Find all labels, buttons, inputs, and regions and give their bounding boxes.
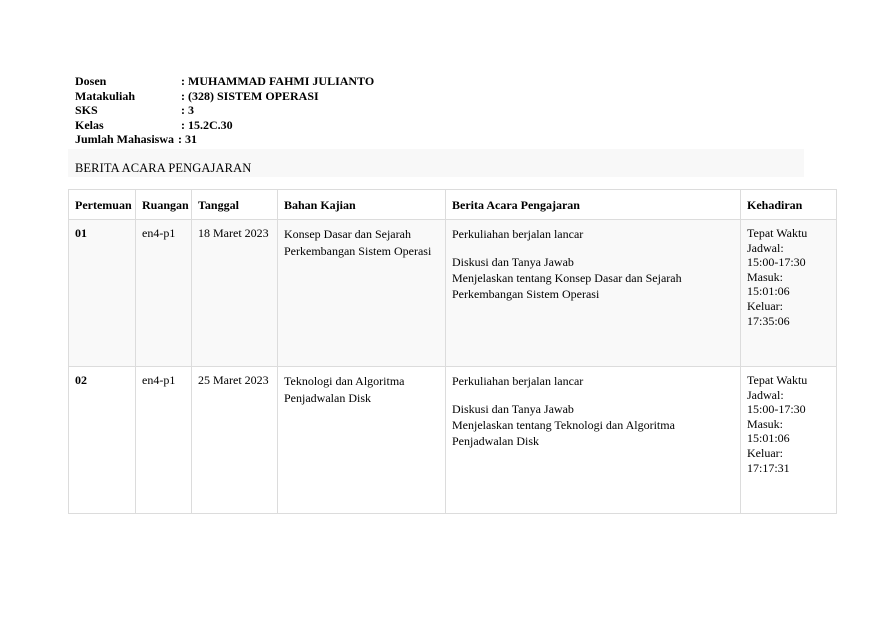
cell-berita-acara [446, 220, 741, 367]
bahan-kajian-line: Konsep Dasar dan Sejarah [284, 227, 411, 241]
cell-pertemuan [69, 220, 136, 367]
info-row-matakuliah [75, 89, 374, 104]
info-value: : 31 [178, 132, 198, 147]
kehadiran-line: Keluar: [747, 445, 783, 460]
bahan-kajian-line: Penjadwalan Disk [284, 391, 371, 405]
course-info [75, 74, 374, 147]
berita-acara-line: Penjadwalan Disk [452, 433, 539, 448]
table-row [69, 367, 837, 514]
kehadiran-line: Tepat Waktu [747, 226, 808, 240]
column-header-tanggal: Tanggal [192, 190, 278, 220]
kehadiran-line: Jadwal: [747, 240, 784, 255]
kehadiran-line: 15:01:06 [747, 284, 790, 299]
cell-bahan-kajian [278, 220, 446, 367]
kehadiran-line: 15:01:06 [747, 431, 790, 446]
info-value: : (328) SISTEM OPERASI [181, 88, 319, 103]
info-row-dosen [75, 74, 374, 89]
column-header-berita-acara: Berita Acara Pengajaran [446, 190, 741, 220]
info-label: Kelas [75, 117, 104, 132]
pertemuan-number: 02 [75, 373, 87, 387]
cell-bahan-kajian [278, 367, 446, 514]
info-label: Dosen [75, 74, 107, 88]
berita-acara-line: Menjelaskan tentang Konsep Dasar dan Sejarah [452, 270, 682, 285]
cell-tanggal: 18 Maret 2023 [192, 220, 278, 367]
cell-pertemuan [69, 367, 136, 514]
kehadiran-line: Masuk: [747, 416, 783, 431]
column-header-ruangan: Ruangan [136, 190, 192, 220]
cell-kehadiran [741, 367, 837, 514]
kehadiran-line: Keluar: [747, 298, 783, 313]
berita-acara-line: Diskusi dan Tanya Jawab [452, 255, 574, 269]
info-value: : MUHAMMAD FAHMI JULIANTO [181, 74, 375, 88]
column-header-kehadiran: Kehadiran [741, 190, 837, 220]
info-label: Matakuliah [75, 88, 136, 103]
berita-acara-line: Menjelaskan tentang Teknologi dan Algoritma [452, 417, 675, 432]
info-label: Jumlah Mahasiswa [75, 132, 175, 147]
info-row-sks [75, 103, 374, 118]
berita-acara-table [68, 189, 837, 514]
info-row-kelas [75, 118, 374, 133]
kehadiran-line: Tepat Waktu [747, 373, 808, 387]
berita-acara-line: Perkembangan Sistem Operasi [452, 286, 600, 301]
info-label: SKS [75, 103, 98, 118]
kehadiran-line: 17:17:31 [747, 460, 790, 475]
kehadiran-line: 15:00-17:30 [747, 402, 806, 417]
info-value: : 15.2C.30 [181, 117, 233, 132]
cell-ruangan: en4-p1 [136, 367, 192, 514]
cell-tanggal: 25 Maret 2023 [192, 367, 278, 514]
section-title: BERITA ACARA PENGAJARAN [75, 161, 252, 175]
berita-acara-line: Perkuliahan berjalan lancar [452, 374, 584, 388]
column-header-bahan-kajian: Bahan Kajian [278, 190, 446, 220]
berita-acara-line: Diskusi dan Tanya Jawab [452, 402, 574, 416]
kehadiran-line: Masuk: [747, 269, 783, 284]
bahan-kajian-line: Perkembangan Sistem Operasi [284, 244, 432, 258]
info-row-jumlah-mahasiswa [75, 132, 374, 147]
bahan-kajian-line: Teknologi dan Algoritma [284, 374, 405, 388]
column-header-pertemuan: Pertemuan [69, 190, 136, 220]
info-value: : 3 [181, 103, 194, 118]
berita-acara-line: Perkuliahan berjalan lancar [452, 227, 584, 241]
kehadiran-line: 15:00-17:30 [747, 255, 806, 270]
pertemuan-number: 01 [75, 226, 87, 240]
cell-ruangan: en4-p1 [136, 220, 192, 367]
kehadiran-line: Jadwal: [747, 387, 784, 402]
kehadiran-line: 17:35:06 [747, 313, 790, 328]
table-header-row [69, 190, 837, 220]
cell-berita-acara [446, 367, 741, 514]
cell-kehadiran [741, 220, 837, 367]
table-row [69, 220, 837, 367]
